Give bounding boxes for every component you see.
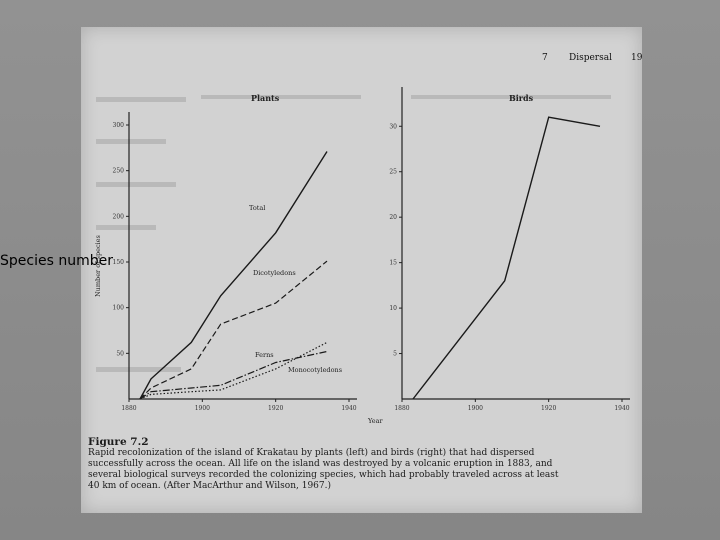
birds-x-tick-label: 1900 xyxy=(467,405,483,412)
series-label-ferns: Ferns xyxy=(255,351,274,359)
header-chapter-number: 7 xyxy=(542,53,548,63)
plants-line-total xyxy=(140,152,327,400)
plants-series-lines xyxy=(140,152,327,400)
plants-y-tick-label: 300 xyxy=(112,122,124,129)
plants-y-axis-label: Number of species xyxy=(94,235,102,297)
header-section-title: Dispersal xyxy=(569,53,612,63)
plants-y-tick-label: 200 xyxy=(112,213,124,221)
header-page-number: 19 xyxy=(631,53,642,63)
plants-x-tick-label: 1900 xyxy=(194,405,210,412)
birds-x-tick-label: 1880 xyxy=(394,405,410,412)
figure-caption xyxy=(88,437,568,492)
birds-chart-title: Birds xyxy=(509,93,534,103)
plants-x-tick-label: 1880 xyxy=(121,405,137,412)
birds-axes xyxy=(389,87,630,412)
birds-series-lines xyxy=(413,117,600,399)
plants-y-tick-label: 100 xyxy=(112,304,124,312)
birds-y-tick-label: 10 xyxy=(389,305,397,313)
birds-y-tick-label: 5 xyxy=(393,350,397,358)
birds-y-tick-label: 25 xyxy=(389,168,397,176)
birds-y-tick-label: 20 xyxy=(389,214,397,222)
birds-chart xyxy=(389,87,630,412)
plants-chart-title: Plants xyxy=(251,93,280,103)
plants-x-tick-label: 1920 xyxy=(268,405,284,412)
birds-line-series xyxy=(413,117,600,399)
scanned-page xyxy=(81,27,642,513)
plants-line-ferns xyxy=(140,352,327,400)
birds-y-tick-label: 15 xyxy=(389,259,397,267)
plants-x-tick-label: 1940 xyxy=(341,405,357,412)
plants-y-tick-label: 50 xyxy=(116,350,124,358)
species-number-label: Species number xyxy=(0,253,113,269)
figure-caption-text: Rapid recolonization of the island of Krakatau by plants (left) and birds (right) that had dispersed successfully across the ocean. All life on the island was destroyed by a volcanic eruption in 1883, and several biological surveys recorded the colonizing species, which had probably traveled across at least 40 km of ocean. (After MacArthur and Wilson, 1967.) xyxy=(88,448,559,491)
birds-x-tick-label: 1920 xyxy=(541,405,557,412)
plants-y-tick-label: 250 xyxy=(112,167,124,175)
plants-x-axis-label: Year xyxy=(368,417,383,425)
figure-number: Figure 7.2 xyxy=(88,436,149,448)
birds-x-tick-label: 1940 xyxy=(614,405,630,412)
series-label-monocotyledons: Monocotyledons xyxy=(288,366,343,374)
series-label-total: Total xyxy=(249,204,266,212)
series-label-dicotyledons: Dicotyledons xyxy=(253,269,296,277)
birds-y-tick-label: 30 xyxy=(389,123,397,131)
bleed-through-texture xyxy=(96,95,611,372)
plants-y-tick-label: 150 xyxy=(112,259,124,266)
